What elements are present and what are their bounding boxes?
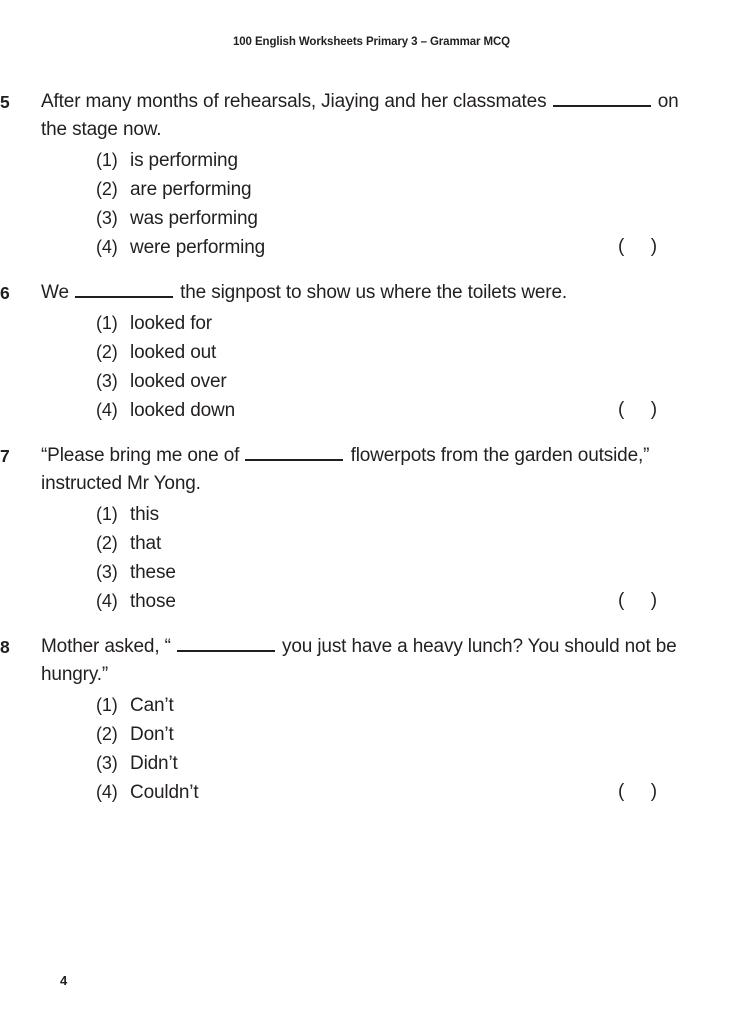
option-marker: (2) [96,179,118,199]
question-stem-before-blank: We [41,282,69,303]
option-marker: (3) [96,208,118,228]
option-text: Don’t [130,724,174,745]
worksheet-questions [0,88,743,824]
option-text: looked over [130,371,227,392]
answer-bracket[interactable]: ( ) [618,781,658,802]
option-list [0,691,743,807]
option-row[interactable] [0,558,743,587]
answer-blank-line [75,283,173,298]
option-text: looked down [130,400,236,421]
option-text: those [130,591,176,612]
question-number: 8 [0,637,10,657]
question-block [0,88,743,262]
option-marker: (4) [96,237,118,257]
option-text: was performing [130,208,258,229]
option-marker: (4) [96,782,118,802]
option-marker: (4) [96,400,118,420]
question-stem-after-blank: you just have a heavy lunch? You should not be hungry.” [41,636,677,685]
page-number: 4 [60,973,68,988]
option-row[interactable] [0,309,743,338]
option-marker: (3) [96,371,118,391]
option-text: were performing [130,237,266,258]
option-text: looked out [130,342,217,363]
option-row[interactable] [0,233,743,262]
question-stem-after-blank: on the stage now. [41,91,679,140]
answer-bracket[interactable]: ( ) [618,590,658,611]
option-marker: (2) [96,724,118,744]
option-text: looked for [130,313,212,334]
question-stem-before-blank: Mother asked, “ [41,636,171,657]
question-stem-row [0,442,743,498]
option-text: is performing [130,150,238,171]
option-row[interactable] [0,691,743,720]
option-text: these [130,562,176,583]
question-number: 7 [0,446,10,466]
option-row[interactable] [0,338,743,367]
question-stem [41,633,743,689]
page-running-header: 100 English Worksheets Primary 3 – Grammar MCQ [232,36,511,48]
option-marker: (4) [96,591,118,611]
answer-blank-line [177,637,275,652]
option-marker: (3) [96,562,118,582]
option-text: are performing [130,179,252,200]
option-marker: (1) [96,150,118,170]
option-row[interactable] [0,146,743,175]
question-stem-row [0,633,743,689]
option-marker: (2) [96,533,118,553]
question-stem-before-blank: “Please bring me one of [41,445,240,466]
option-row[interactable] [0,749,743,778]
option-marker: (1) [96,313,118,333]
option-row[interactable] [0,175,743,204]
question-number: 6 [0,283,10,303]
option-text: Couldn’t [130,782,199,803]
option-marker: (1) [96,504,118,524]
question-block [0,279,743,425]
option-row[interactable] [0,500,743,529]
question-stem [41,279,743,307]
option-row[interactable] [0,587,743,616]
option-text: Can’t [130,695,174,716]
option-row[interactable] [0,720,743,749]
option-list [0,500,743,616]
answer-bracket[interactable]: ( ) [618,399,658,420]
option-text: that [130,533,162,554]
option-marker: (2) [96,342,118,362]
option-list [0,146,743,262]
question-stem-after-blank: the signpost to show us where the toilets were. [180,282,568,303]
question-stem [41,88,743,144]
option-row[interactable] [0,396,743,425]
question-stem-row [0,279,743,307]
answer-blank-line [553,92,651,107]
answer-bracket[interactable]: ( ) [618,236,658,257]
option-row[interactable] [0,778,743,807]
question-stem-before-blank: After many months of rehearsals, Jiaying and her classmates [41,91,547,112]
question-stem-after-blank: flowerpots from the garden outside,” instructed Mr Yong. [41,445,650,494]
question-block [0,442,743,616]
question-stem-row [0,88,743,144]
option-marker: (1) [96,695,118,715]
option-list [0,309,743,425]
option-row[interactable] [0,204,743,233]
option-row[interactable] [0,367,743,396]
answer-blank-line [245,446,343,461]
question-stem [41,442,743,498]
option-text: Didn’t [130,753,178,774]
option-row[interactable] [0,529,743,558]
question-number: 5 [0,92,10,112]
option-marker: (3) [96,753,118,773]
question-block [0,633,743,807]
option-text: this [130,504,159,525]
